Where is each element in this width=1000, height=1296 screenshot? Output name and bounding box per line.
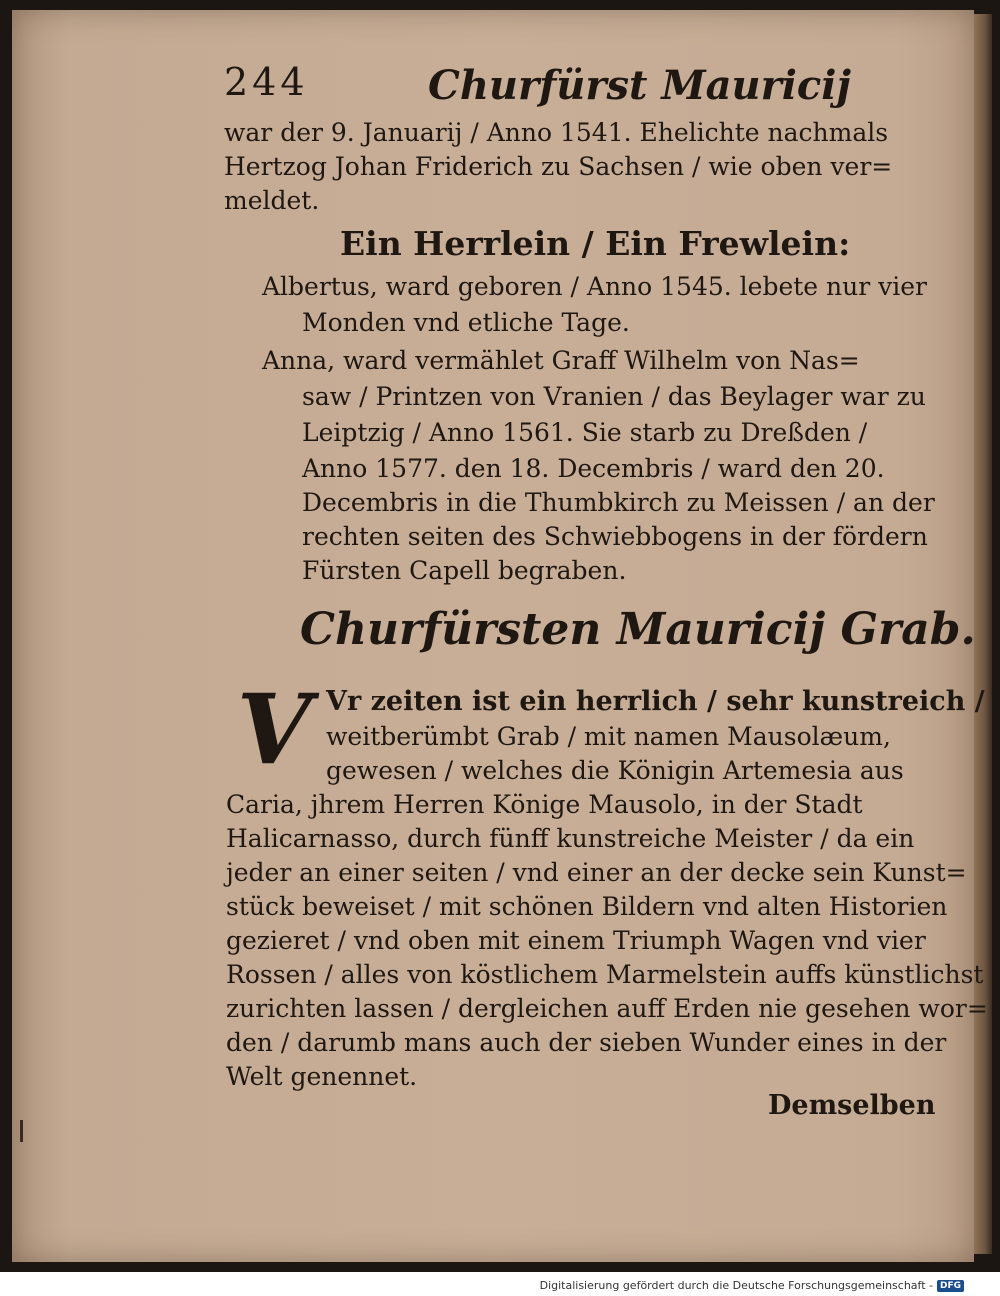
body-line: Vr zeiten ist ein herrlich / sehr kunstreich / — [326, 686, 985, 717]
entry-line: Decembris in die Thumbkirch zu Meissen / an der — [302, 488, 935, 517]
text-line: war der 9. Januarij / Anno 1541. Ehelichte nachmals — [224, 118, 889, 147]
entry-line: Monden vnd etliche Tage. — [302, 308, 630, 337]
entry-line: rechten seiten des Schwiebbogens in der fördern — [302, 522, 928, 551]
body-line: Caria, jhrem Herren Könige Mausolo, in der Stadt — [226, 790, 863, 819]
section-heading: Ein Herrlein / Ein Frewlein: — [340, 224, 851, 263]
body-line: jeder an einer seiten / vnd einer an der decke sein Kunst= — [226, 858, 967, 887]
body-line: Rossen / alles von köstlichem Marmelstein auffs künstlichst — [226, 960, 984, 989]
body-line: Halicarnasso, durch fünff kunstreiche Meister / da ein — [226, 824, 915, 853]
entry-line: saw / Printzen von Vranien / das Beylager war zu — [302, 382, 926, 411]
margin-mark — [20, 1120, 23, 1142]
entry-line: Anno 1577. den 18. Decembris / ward den 20. — [302, 454, 885, 483]
body-line: den / darumb mans auch der sieben Wunder eines in der — [226, 1028, 947, 1057]
page-edge — [974, 14, 992, 1254]
text-line: Hertzog Johan Friderich zu Sachsen / wie oben ver= — [224, 152, 893, 181]
body-line: Welt genennet. — [226, 1062, 418, 1091]
dfg-logo[interactable]: DFG — [937, 1280, 964, 1292]
chapter-heading: Churfürsten Mauricij Grab. — [300, 604, 976, 655]
page-number: 244 — [224, 60, 309, 104]
entry-line: Fürsten Capell begraben. — [302, 556, 627, 585]
body-line: weitberümbt Grab / mit namen Mausolæum, — [326, 722, 891, 751]
entry-line: Albertus, ward geboren / Anno 1545. lebete nur vier — [262, 272, 928, 301]
entry-line: Leiptzig / Anno 1561. Sie starb zu Dreßden / — [302, 418, 868, 447]
running-title: Churfürst Mauricij — [428, 62, 851, 109]
body-line: gezieret / vnd oben mit einem Triumph Wagen vnd vier — [226, 926, 926, 955]
footer-credit — [540, 1279, 964, 1292]
entry-line: Anna, ward vermählet Graff Wilhelm von Nas= — [262, 346, 860, 375]
body-line: zurichten lassen / dergleichen auff Erden nie gesehen wor= — [226, 994, 988, 1023]
body-line: gewesen / welches die Königin Artemesia aus — [326, 756, 904, 785]
text-line: meldet. — [224, 186, 320, 215]
footer-text: Digitalisierung gefördert durch die Deutsche Forschungsgemeinschaft - — [539, 1279, 933, 1292]
dropcap-initial: V — [236, 673, 312, 786]
catchword: Demselben — [768, 1090, 936, 1121]
body-line: stück beweiset / mit schönen Bildern vnd alten Historien — [226, 892, 948, 921]
